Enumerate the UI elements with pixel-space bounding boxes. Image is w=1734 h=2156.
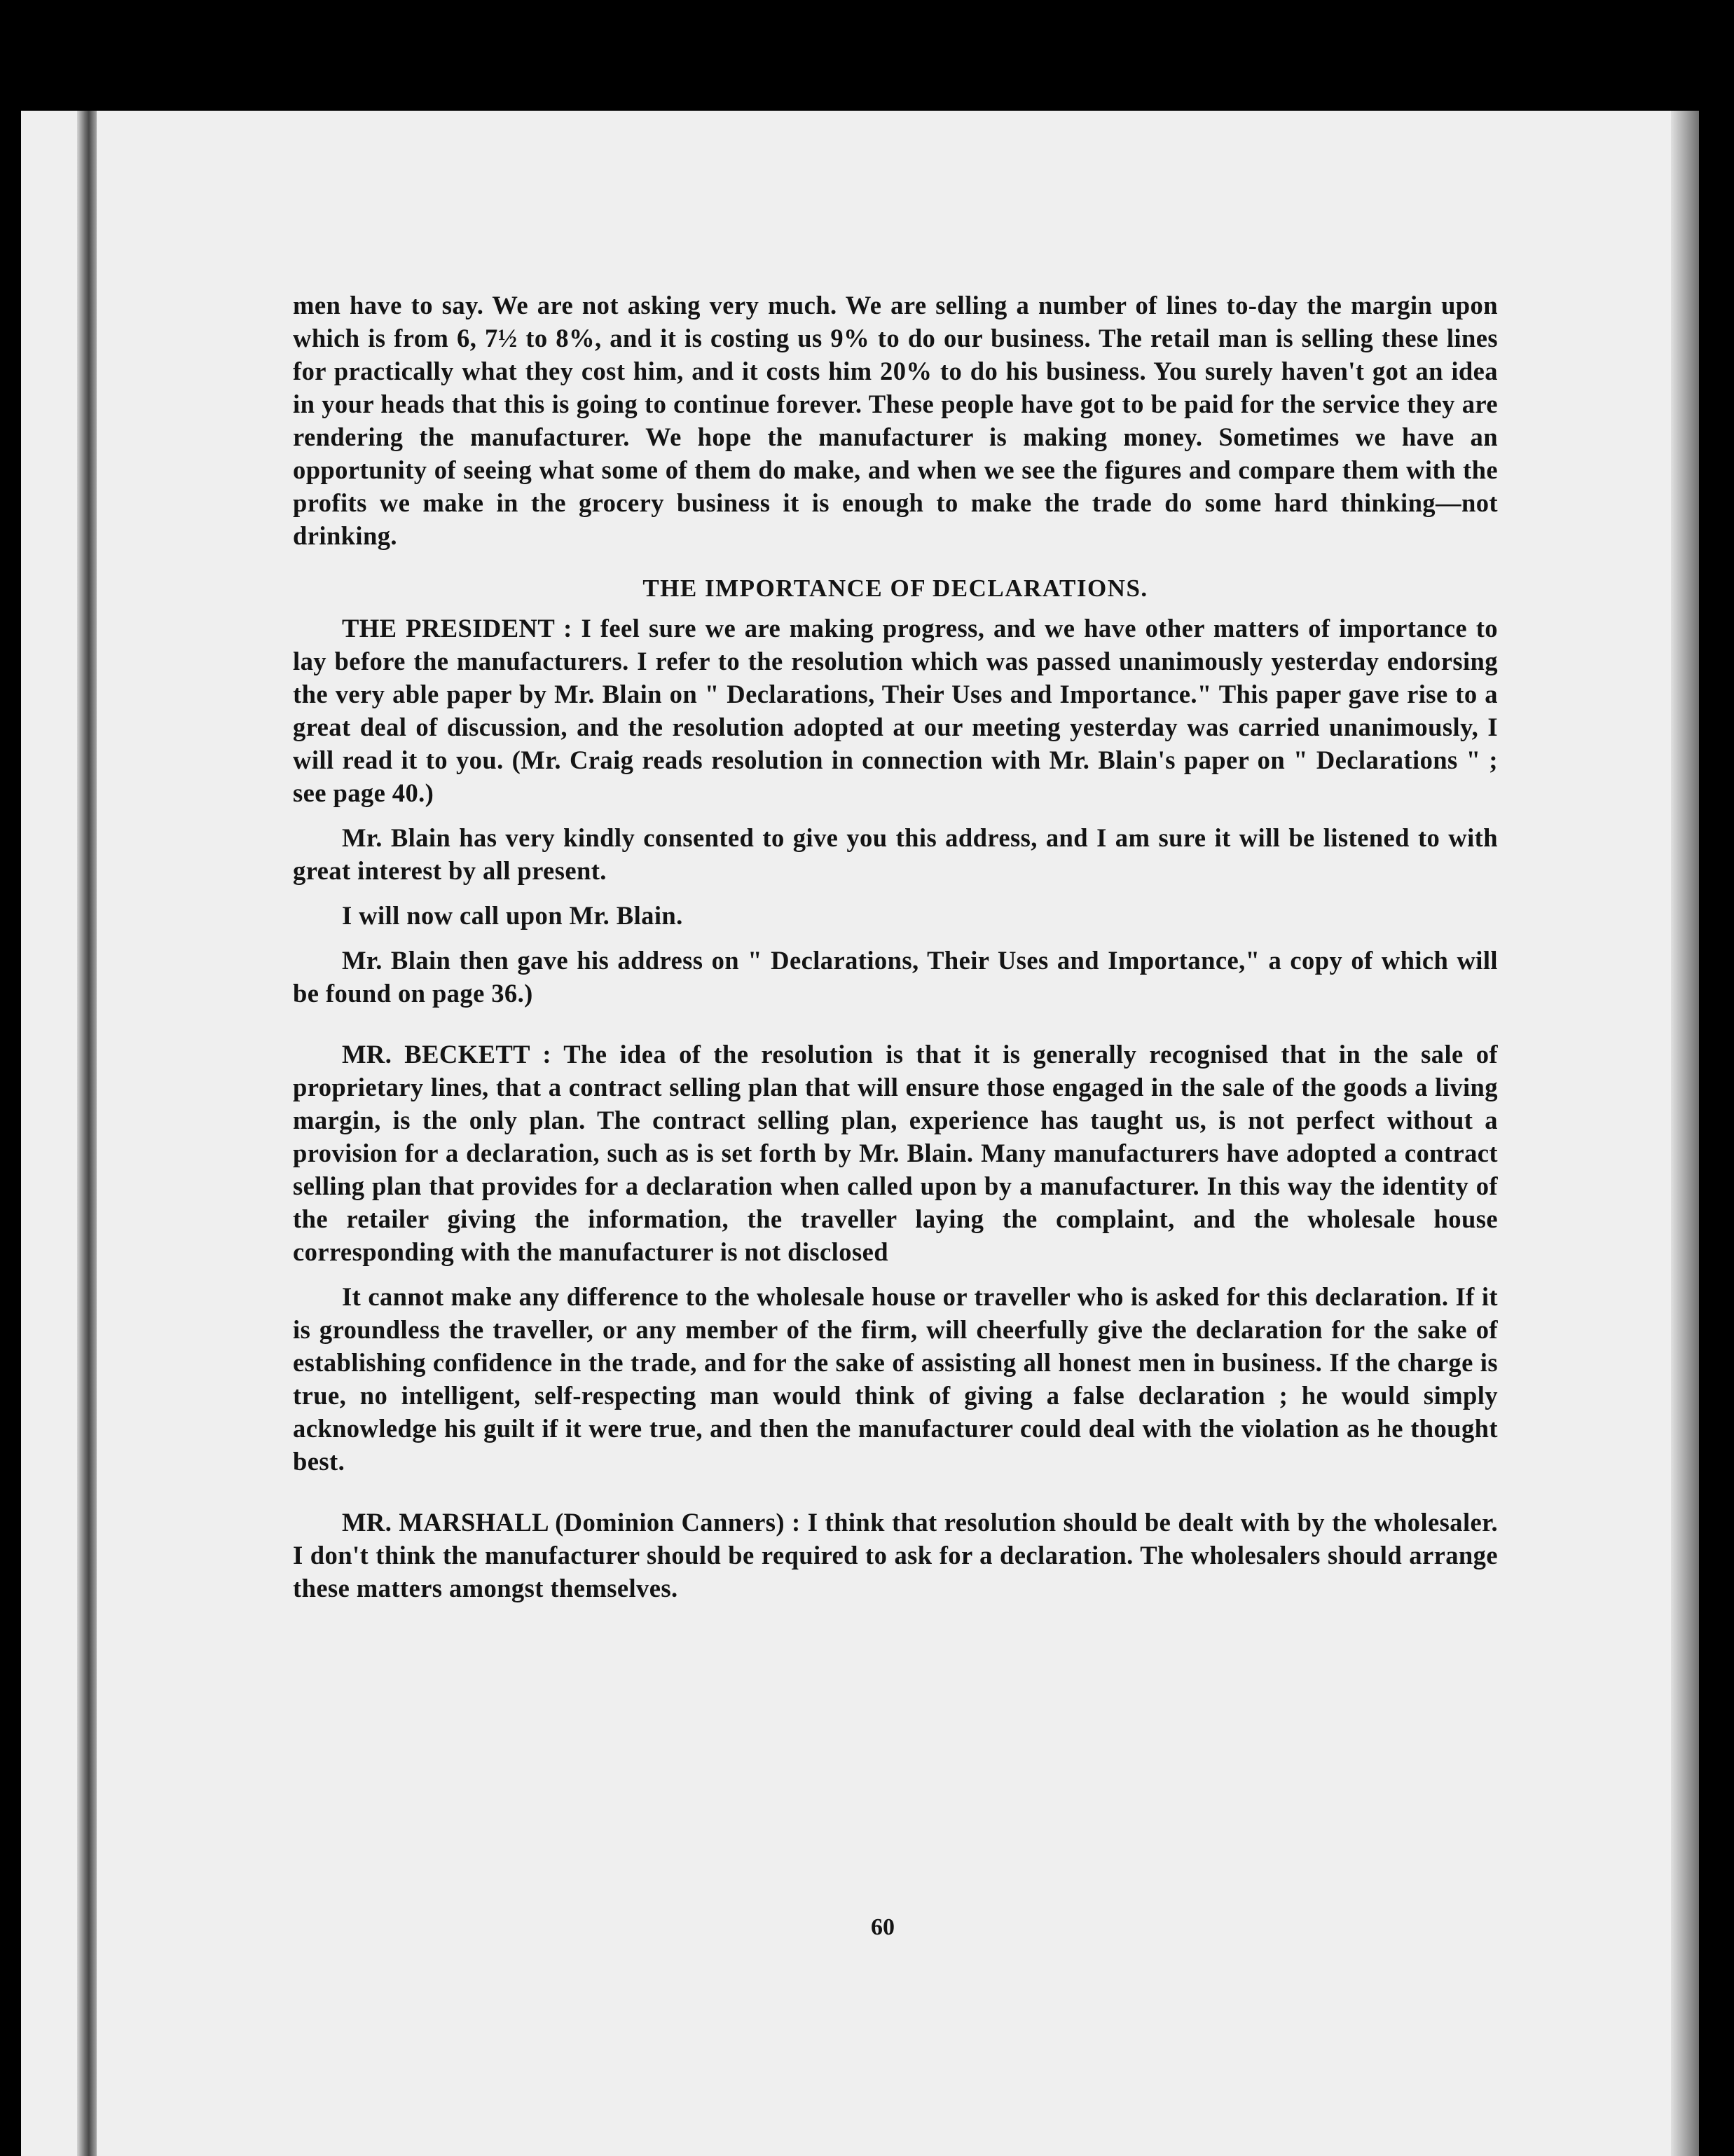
page-number: 60: [871, 1914, 895, 1940]
paragraph-call-blain: I will now call upon Mr. Blain.: [342, 901, 683, 930]
page-edge-shadow: [1671, 111, 1699, 2156]
paragraph-president: THE PRESIDENT : I feel sure we are making progress, and we have other matters of importance to lay before the manufacturers. I refer to the resolution which was passed unanimously yesterday endorsing the very able paper by Mr. Blain on " Declarations, Their Uses and Importance." This paper gave rise to a great deal of discussion, and the resolution adopted at our meeting yesterday was carried unanimously, I will read it to you. (Mr. Craig reads resolution in connection with Mr. Blain's paper on " Declarations " ; see page 40.): [293, 614, 1498, 807]
section-heading: THE IMPORTANCE OF DECLARATIONS.: [642, 575, 1148, 602]
book-spine-shadow: [77, 111, 97, 2156]
paragraph-blain-consent: Mr. Blain has very kindly consented to give you this address, and I am sure it will be listened to with great interest by all present.: [293, 823, 1498, 885]
page-body: [293, 289, 1498, 1616]
paragraph-continuation: men have to say. We are not asking very much. We are selling a number of lines to-day the margin upon which is from 6, 7½ to 8%, and it is costing us 9% to do our business. The retail man is selling these lines for practically what they cost him, and it costs him 20% to do his business. You surely haven't got an idea in your heads that this is going to continue forever. These people have got to be paid for the service they are rendering the manufacturer. We hope the manufacturer is making money. Sometimes we have an opportunity of seeing what some of them do make, and when we see the figures and compare them with the profits we make in the grocery business it is enough to make the trade do some hard thinking—not drinking.: [293, 291, 1498, 550]
paragraph-beckett: MR. BECKETT : The idea of the resolution is that it is generally recognised that in the sale of proprietary lines, that a contract selling plan that will ensure those engaged in the sale of the goods a living margin, is the only plan. The contract selling plan, experience has taught us, is not perfect without a provision for a declaration, such as is set forth by Mr. Blain. Many manufacturers have adopted a contract selling plan that provides for a declaration when called upon by a manufacturer. In this way the identity of the retailer giving the information, the traveller laying the complaint, and the wholesale house corresponding with the manufacturer is not disclosed: [293, 1040, 1498, 1266]
paragraph-marshall: MR. MARSHALL (Dominion Canners) : I think that resolution should be dealt with by the wholesaler. I don't think the manufacturer should be required to ask for a declaration. The wholesalers should arrange these matters amongst themselves.: [293, 1508, 1498, 1602]
paragraph-blain-address: Mr. Blain then gave his address on " Declarations, Their Uses and Importance," a copy of which will be found on page 36.): [293, 946, 1498, 1008]
paragraph-wholesale-house: It cannot make any difference to the wholesale house or traveller who is asked for this declaration. If it is groundless the traveller, or any member of the firm, will cheerfully give the declaration for the sake of establishing confidence in the trade, and for the sake of assisting all honest men in business. If the charge is true, no intelligent, self-respecting man would think of giving a false declaration ; he would simply acknowledge his guilt if it were true, and then the manufacturer could deal with the violation as he thought best.: [293, 1282, 1498, 1476]
